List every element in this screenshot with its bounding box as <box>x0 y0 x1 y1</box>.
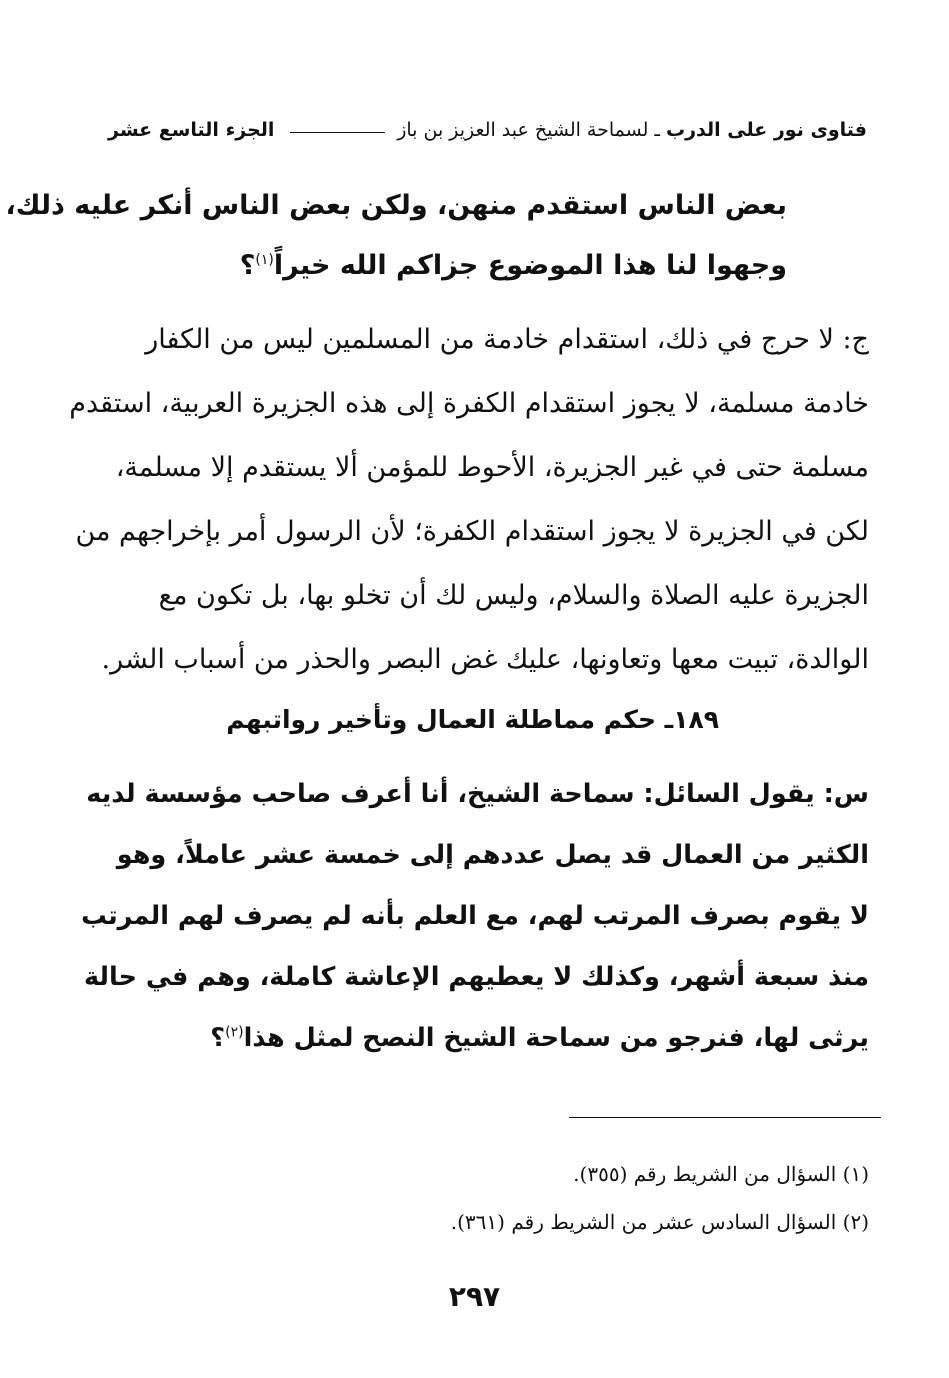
question2-line: س: يقول السائل: سماحة الشيخ، أنا أعرف صاحب مؤسسة لديه <box>86 779 869 809</box>
question2-line: منذ سبعة أشهر، وكذلك لا يعطيهم الإعاشة كاملة، وهم في حالة <box>83 962 869 992</box>
footnotes <box>269 1150 869 1246</box>
header-author: ـ لسماحة الشيخ عبد العزيز بن باز <box>397 119 660 141</box>
header-volume: الجزء التاسع عشر <box>108 119 275 141</box>
answer-line: لكن في الجزيرة لا يجوز استقدام الكفرة؛ لأن الرسول أمر بإخراجهم من <box>75 516 869 547</box>
question-paragraph <box>81 764 869 1069</box>
footnote-ref-2[interactable]: (٢) <box>225 1024 244 1041</box>
question2-line-text: يرثى لها، فنرجو من سماحة الشيخ النصح لمثل هذا <box>243 1023 869 1053</box>
question2-line-last <box>104 1008 869 1069</box>
answer-line: الوالدة، تبيت معها وتعاونها، عليك غض البصر والحذر من أسباب الشر. <box>101 644 869 675</box>
answer-paragraph <box>69 308 869 692</box>
running-header <box>108 112 867 148</box>
footnote-2: (٢) السؤال السادس عشر من الشريط رقم (٣٦١). <box>450 1210 869 1234</box>
question2-line: لا يقوم بصرف المرتب لهم، مع العلم بأنه لم يصرف لهم المرتب <box>81 901 869 931</box>
answer-line: مسلمة حتى في غير الجزيرة، الأحوط للمؤمن ألا يستقدم إلا مسلمة، <box>115 452 869 483</box>
page-number: ٢٩٧ <box>448 1280 501 1313</box>
section-heading: ١٨٩ـ حكم مماطلة العمال وتأخير رواتبهم <box>226 705 719 734</box>
question-line-text: وجهوا لنا هذا الموضوع جزاكم الله خيراً <box>273 250 787 281</box>
footnote-ref-1[interactable]: (١) <box>255 252 274 268</box>
question2-mark: ؟ <box>210 1023 226 1053</box>
header-rule <box>290 132 385 133</box>
header-title-group <box>284 119 867 141</box>
question-continuation <box>5 176 787 296</box>
answer-line: ج: لا حرج في ذلك، استقدام خادمة من المسلمين ليس من الكفار <box>145 324 869 355</box>
header-book-title: فتاوى نور على الدرب <box>666 119 867 141</box>
question-line-last <box>112 236 787 296</box>
question2-line: الكثير من العمال قد يصل عددهم إلى خمسة عشر عاملاً، وهو <box>116 840 869 870</box>
footnote-1: (١) السؤال من الشريط رقم (٣٥٥). <box>573 1162 869 1186</box>
answer-line: الجزيرة عليه الصلاة والسلام، وليس لك أن تخلو بها، بل تكون مع <box>158 580 869 611</box>
footnote-separator <box>569 1117 881 1118</box>
question-line: بعض الناس استقدم منهن، ولكن بعض الناس أنكر عليه ذلك، <box>5 190 787 221</box>
answer-line: خادمة مسلمة، لا يجوز استقدام الكفرة إلى هذه الجزيرة العربية، استقدم <box>69 388 869 419</box>
question-mark: ؟ <box>239 250 256 281</box>
